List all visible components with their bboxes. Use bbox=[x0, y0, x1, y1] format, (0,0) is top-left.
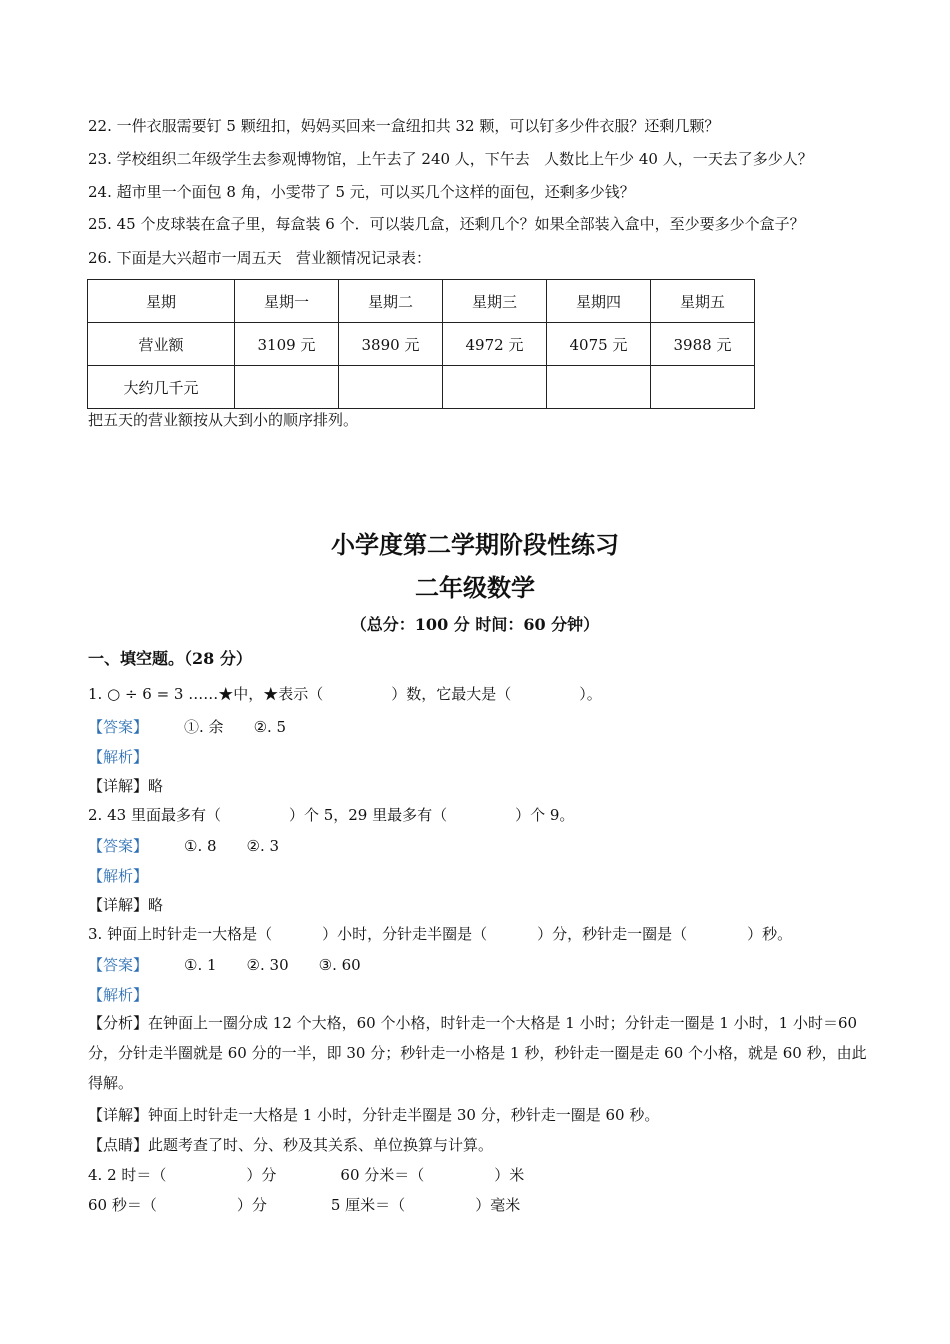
fenxi-3: 【分析】在钟面上一圈分成 12 个大格，60 个小格，时针走一个大格是 1 小时；分针走一圈是 1 小时，1 小时＝60 分，分针走半圈就是 60 分的一半，即 30 分；秒针走一小格是 1 秒，秒针走一圈是走 60 个小格，就是 60 秒，由此得解。 bbox=[88, 1014, 867, 1092]
question-22: 22. 一件衣服需要钉 5 颗纽扣，妈妈买回来一盒纽扣共 32 颗，可以钉多少件衣服？还剩几颗？ bbox=[88, 117, 720, 135]
table-cell: 星期三 bbox=[443, 280, 547, 323]
table-cell: 3109 元 bbox=[235, 323, 339, 366]
sales-table bbox=[87, 279, 755, 409]
detail-1: 【详解】略 bbox=[88, 777, 164, 795]
table-cell: 3988 元 bbox=[651, 323, 755, 366]
question-3: 3. 钟面上时针走一大格是（ ）小时，分针走半圈是（ ）分，秒针走一圈是（ ）秒。 bbox=[88, 925, 793, 943]
analysis-2: 【解析】 bbox=[88, 867, 149, 885]
table-cell: 星期四 bbox=[547, 280, 651, 323]
table-row bbox=[88, 366, 755, 409]
table-cell bbox=[235, 366, 339, 409]
table-note: 把五天的营业额按从大到小的顺序排列。 bbox=[88, 411, 359, 429]
table-cell: 星期五 bbox=[651, 280, 755, 323]
score-time-info: （总分：100 分 时间：60 分钟） bbox=[350, 615, 600, 634]
table-cell: 3890 元 bbox=[339, 323, 443, 366]
question-24: 24. 超市里一个面包 8 角，小雯带了 5 元，可以买几个这样的面包，还剩多少钱？ bbox=[88, 183, 635, 201]
table-cell bbox=[547, 366, 651, 409]
table-cell: 星期二 bbox=[339, 280, 443, 323]
table-cell: 4075 元 bbox=[547, 323, 651, 366]
analysis-1: 【解析】 bbox=[88, 748, 149, 766]
answer-1: 【答案】 ①. 余 ②. 5 bbox=[88, 718, 287, 736]
question-1: 1. ○ ÷ 6 = 3 ……★中，★表示（ ）数，它最大是（ ）。 bbox=[88, 685, 602, 703]
answer-3: 【答案】 ①. 1 ②. 30 ③. 60 bbox=[88, 956, 361, 974]
analysis-3: 【解析】 bbox=[88, 986, 149, 1004]
table-cell: 4972 元 bbox=[443, 323, 547, 366]
table-row bbox=[88, 323, 755, 366]
question-4-line2: 60 秒＝（ ）分 5 厘米＝（ ）毫米 bbox=[88, 1196, 521, 1214]
table-cell bbox=[443, 366, 547, 409]
page-title: 小学度第二学期阶段性练习 bbox=[331, 530, 619, 559]
detail-3: 【详解】钟面上时针走一大格是 1 小时，分针走半圈是 30 分，秒针走一圈是 60 秒。 bbox=[88, 1106, 660, 1124]
question-26: 26. 下面是大兴超市一周五天 营业额情况记录表： bbox=[88, 249, 431, 267]
question-4: 4. 2 时＝（ ）分 60 分米＝（ ）米 bbox=[88, 1166, 525, 1184]
answer-2: 【答案】 ①. 8 ②. 3 bbox=[88, 837, 280, 855]
table-cell: 营业额 bbox=[88, 323, 235, 366]
table-cell bbox=[339, 366, 443, 409]
table-cell: 大约几千元 bbox=[88, 366, 235, 409]
table-row bbox=[88, 280, 755, 323]
page-subtitle: 二年级数学 bbox=[415, 573, 535, 602]
section-heading: 一、填空题。（28 分） bbox=[88, 649, 252, 668]
table-cell: 星期一 bbox=[235, 280, 339, 323]
dianjing-3: 【点睛】此题考查了时、分、秒及其关系、单位换算与计算。 bbox=[88, 1136, 494, 1154]
question-25: 25. 45 个皮球装在盒子里，每盒装 6 个．可以装几盒，还剩几个？如果全部装入盒中，至少要多少个盒子？ bbox=[88, 215, 805, 233]
table-cell bbox=[651, 366, 755, 409]
detail-2: 【详解】略 bbox=[88, 896, 164, 914]
question-23: 23. 学校组织二年级学生去参观博物馆，上午去了 240 人，下午去 人数比上午少 40 人，一天去了多少人？ bbox=[88, 150, 813, 168]
table-cell: 星期 bbox=[88, 280, 235, 323]
question-2: 2. 43 里面最多有（ ）个 5，29 里最多有（ ）个 9。 bbox=[88, 806, 575, 824]
